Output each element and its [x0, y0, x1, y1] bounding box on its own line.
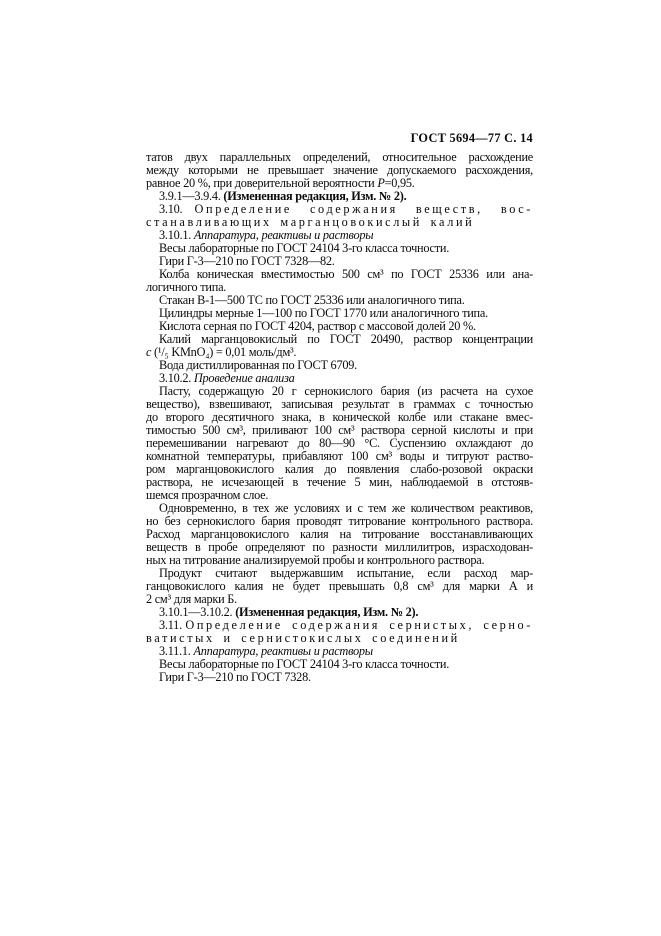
text-segment: ганцовокислого калия не будет превышать 0,8 см³ для марки А и [146, 579, 533, 593]
text-segment: Продукт считают выдержавшим испытание, если расход мар- [159, 566, 533, 580]
text-segment: 3.9.1—3.9.4. [159, 189, 224, 203]
text-segment: Проведение анализа [193, 371, 295, 385]
text-segment: Расход марганцовокислого калия на титрование восстанавливающих [146, 527, 533, 541]
text-segment: 3.10.2. [159, 371, 194, 385]
text-segment: ватистых и сернистокислых соединений [146, 631, 460, 645]
text-segment: шемся прозрачном слое. [146, 488, 269, 502]
text-segment: Аппаратура, реактивы и растворы [193, 228, 374, 242]
text-segment: Весы лабораторные по ГОСТ 24104 3-го класса точности. [159, 241, 450, 255]
text-segment: Гири Г-3—210 по ГОСТ 7328. [159, 670, 311, 684]
text-segment: с [146, 345, 152, 359]
text-segment: раствора, не исчезающей в течение 5 мин, наблюдаемой в отстояв- [146, 475, 533, 489]
text-segment: (Измененная редакция, Изм. № 2). [235, 605, 419, 619]
text-segment: веществ в пробе определяют по разности миллилитров, израсходован- [146, 540, 533, 554]
text-segment: Р [377, 176, 385, 190]
text-segment: Определение содержания веществ, вос- [194, 202, 533, 216]
text-segment: (¹/₅ KMnO₄) = 0,01 моль/дм³. [151, 345, 297, 359]
text-segment: Кислота серная по ГОСТ 4204, раствор с массовой долей 20 %. [159, 319, 476, 333]
text-segment: логичного типа. [146, 280, 227, 294]
text-segment: станавливающих марганцовокислый калий [146, 215, 475, 229]
text-segment: 3.11.1. [159, 644, 194, 658]
text-segment: между которыми не превышает значение допускаемого расхождения, [146, 163, 533, 177]
text-block [146, 151, 533, 684]
text-segment: Калий марганцовокислый по ГОСТ 20490, раствор концентрации [159, 332, 533, 346]
page-header: ГОСТ 5694—77 С. 14 [410, 131, 533, 145]
text-segment: 2 см³ для марки Б. [146, 592, 237, 606]
text-segment: до второго десятичного знака, в конической колбе или стакане вмес- [146, 410, 533, 424]
text-segment: 3.10.1—3.10.2. [159, 605, 236, 619]
text-segment: Колба коническая вместимостью 500 см³ по ГОСТ 25336 или ана- [159, 267, 533, 281]
text-segment: комнатной температуры, прибавляют 100 см³ воды и титруют раство- [146, 449, 533, 463]
text-segment: Гири Г-3—210 по ГОСТ 7328—82. [159, 254, 335, 268]
text-segment: татов двух параллельных определений, относительное расхождение [146, 150, 533, 164]
text-segment: но без сернокислого бария проводят титрование контрольного раствора. [146, 514, 533, 528]
text-segment: равное 20 %, при доверительной вероятности [146, 176, 378, 190]
text-segment: Стакан В-1—500 ТС по ГОСТ 25336 или аналогичного типа. [159, 293, 465, 307]
text-segment: тимостью 500 см³, приливают 100 см³ раствора серной кислоты и при [146, 423, 533, 437]
text-segment: перемешивании нагревают до 80—90 °С. Суспензию охлаждают до [146, 436, 533, 450]
text-segment: 3.10. [159, 202, 195, 216]
text-segment: (Измененная редакция, Изм. № 2). [223, 189, 407, 203]
text-segment: Одновременно, в тех же условиях и с тем же количеством реактивов, [159, 501, 533, 515]
text-segment: Цилиндры мерные 1—100 по ГОСТ 1770 или аналогичного типа. [159, 306, 488, 320]
text-segment: =0,95. [384, 176, 415, 190]
text-segment: 3.11. [159, 618, 186, 632]
text-segment: вещество), взвешивают, записывая результат в граммах с точностью [146, 397, 533, 411]
text-segment: Определение содержания сернистых, серно- [185, 618, 533, 632]
text-segment: ных на титрование анализируемой пробы и контрольного раствора. [146, 553, 485, 567]
text-segment: 3.10.1. [159, 228, 194, 242]
text-segment: Вода дистиллированная по ГОСТ 6709. [159, 358, 357, 372]
text-segment: Пасту, содержащую 20 г сернокислого бария (из расчета на сухое [159, 384, 533, 398]
text-line [146, 671, 533, 684]
text-segment: ром марганцовокислого калия до появления слабо-розовой окраски [146, 462, 533, 476]
text-segment: Аппаратура, реактивы и растворы [193, 644, 373, 658]
text-segment: Весы лабораторные по ГОСТ 24104 3-го класса точности. [159, 657, 450, 671]
